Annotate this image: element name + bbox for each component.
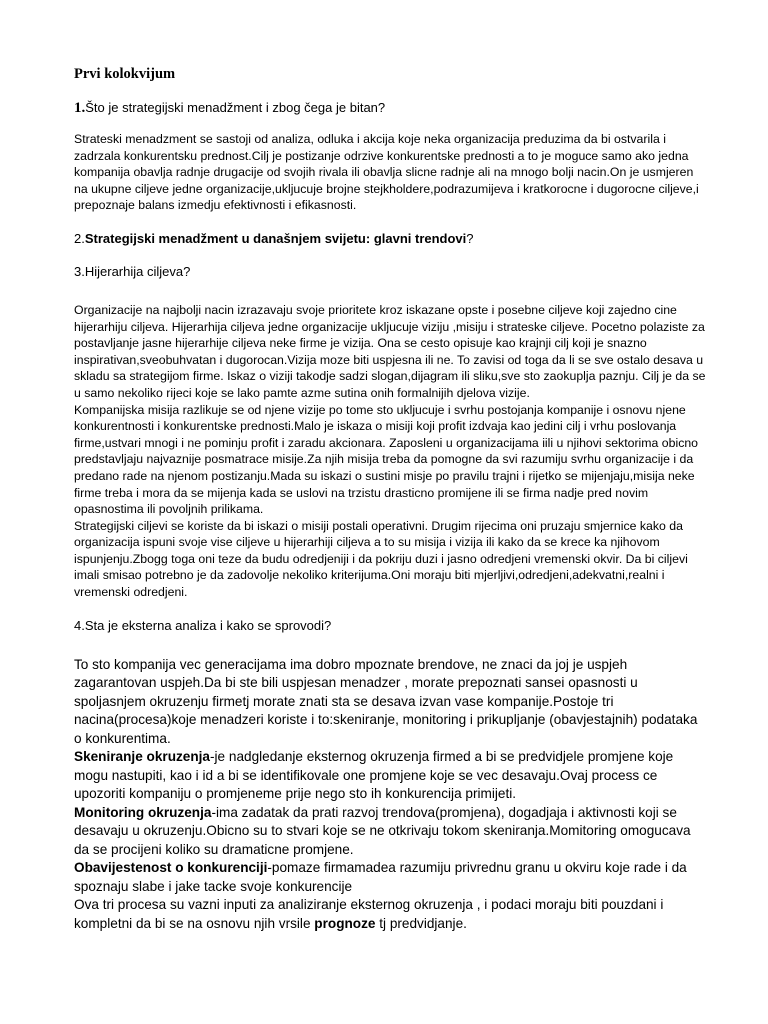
skeniranje-definition: -je nadgledanje eksternog okruzenja firmed a bi se predvidjele promjene koje mogu nastupiti, kao i id a bi se identifikovale one promjene koje se vec desavaju.Ovaj process ce upozoriti kompaniju o promjeneme prije nego sto ih konkurencija primijeti. xyxy=(74,749,674,802)
question-2-tail: ? xyxy=(466,230,474,246)
question-2-bold-text: Strategijski menadžment u današnjem svijetu: glavni trendovi xyxy=(84,230,467,246)
answer-4-intro: To sto kompanija vec generacijama ima dobro mpoznate brendove, ne znaci da joj je uspjeh zagarantovan uspjeh.Da bi ste bili uspjesan menadzer , morate prepoznati sansei opasnosti u spoljasnjem okruzenju firmetj morate znati sta se desava izvan vase kompanije.Postoje tri nacina(procesa)koje menadzeri koriste i to:skeniranje, monitoring i prikupljanje (obavjestajnih) podataka o konkurentima. xyxy=(74,656,698,746)
monitoring-definition: -ima zadatak da prati razvoj trendova(promjena), dogadjaja i aktivnosti koji se desavaju u okruzenju.Obicno su to stvari koje se ne otkrivaju tokom skeniranja.Momitoring omogucava da se procijeni koliko su dramaticne promjene. xyxy=(74,804,691,857)
skeniranje-term: Skeniranje okruzenja xyxy=(74,749,210,765)
question-3: 3.Hijerarhija ciljeva? xyxy=(74,263,191,279)
document-title: Prvi kolokvijum xyxy=(74,66,176,82)
closing-text: Ova tri procesa su vazni inputi za analiziranje eksternog okruzenja , i podaci moraju biti pouzdani i kompletni da bi se na osnovu njih vrsile xyxy=(74,897,664,931)
question-2-number: 2. xyxy=(74,230,85,246)
question-1-text: Što je strategijski menadžment i zbog čega je bitan? xyxy=(85,100,386,115)
obavijestenost-term: Obavijestenost o konkurenciji xyxy=(74,860,268,876)
answer-4-skeniranje xyxy=(74,748,708,804)
closing-bold-term: prognoze xyxy=(314,915,376,931)
monitoring-term: Monitoring okruzenja xyxy=(74,804,212,820)
question-2 xyxy=(74,230,708,247)
answer-1: Strateski menadzment se sastoji od analiza, odluka i akcija koje neka organizacija preduzima da bi ostvarila i zadrzala konkurentsku prednost.Cilj je postizanje odrzive konkurentske prednosti a to je moguce samo ako jedna kompanija obavlja radnje drugacije od svojih rivala ili obavlja slicne radnje ali na mnogo bolji nacin.On je usmjeren na ukupne ciljeve jedne organizacije,ukljucuje brojne stejkholdere,podrazumijeva i kratkorocne i dugorocne ciljeve,i prepoznaje balans izmedju efektivnosti i efikasnosti. xyxy=(74,132,699,213)
answer-4-closing xyxy=(74,896,708,933)
question-1-number: 1. xyxy=(74,100,86,116)
closing-tail: tj predvidjanje. xyxy=(375,915,467,931)
question-4: 4.Sta je eksterna analiza i kako se sprovodi? xyxy=(74,617,332,633)
answer-3-paragraph-goals: Strategijski ciljevi se koriste da bi iskazi o misiji postali operativni. Drugim rijecima oni pruzaju smjernice kako da organizacija ispuni svoje vise ciljeve u hijerarhiji ciljeva a to su misija i vizija ili kako da se krece ka njihovom ispunjenju.Zbogg toga oni teze da budu odredjeniji i da pokriju duzi i jasno odredjeni vremenski okvir. Da bi ciljevi imali smisao potrebno je da zadovolje nekoliko kriterijuma.Oni moraju biti mjerljivi,odredjeni,adekvatni,realni i vremenski odredjeni. xyxy=(74,518,688,600)
answer-4-obavijestenost xyxy=(74,859,708,896)
answer-4-monitoring xyxy=(74,804,708,860)
answer-3-paragraph-vision: Organizacije na najbolji nacin izrazavaju svoje prioritete kroz iskazane opste i posebne ciljeve koji zajedno cine hijerarhiju ciljeva. Hijerarhija ciljeva jedne organizacije ukljucuje viziju ,misiju i strateske ciljeve. Pocetno polaziste za postavljanje jasne hijerarhije ciljeva neke firme je vizija. Ona se cesto opisuje kao krajnji cilj koji je snazno inspirativan,sveobuhvatan i dugorocan.Vizija moze biti uspjesna ili ne. To zavisi od toga da li se sve ostalo desava u skladu sa strategijom firme. Iskaz o viziji takodje sadzi slogan,dijagram ili sliku,sve sto zaokuplja paznju. Cilj je da se u samo nekoliko rijeci koje se lako pamte azme sutina onih formalnijih djelova vizije. xyxy=(74,302,706,400)
question-1 xyxy=(74,100,708,117)
answer-3-paragraph-mission: Kompanijska misija razlikuje se od njene vizije po tome sto ukljucuje i svrhu postojanja kompanije i osnovu njene konkurentnosti i konkurentske prednosti.Malo je iskaza o misiji koji profit izdvaja kao jedini cilj i vrhu poslovanja firme,ustvari mnogi i ne pominju profit i zaradu akcionara. Zaposleni u organizacijama iili u njihovi sektorima obicno predstavljaju najvaznije posmatrace misije.Za njih misija treba da pomogne da svi razumiju svrhu organizacije i da predano rade na njenom postizanju.Mada su iskazi o sustini misje po pravilu trajni i rijetko se mijenjaju,misija neke firme treba i mora da se mijenja kada se uslovi na trzistu drasticno promijene ili se firma nadje pred novim opasnostima ili povoljnih prilikama. xyxy=(74,402,699,517)
obavijestenost-definition: -pomaze firmamadea razumiju privrednu granu u okviru koje rade i da spoznaju slabe i jake tacke svoje konkurencije xyxy=(74,860,687,894)
